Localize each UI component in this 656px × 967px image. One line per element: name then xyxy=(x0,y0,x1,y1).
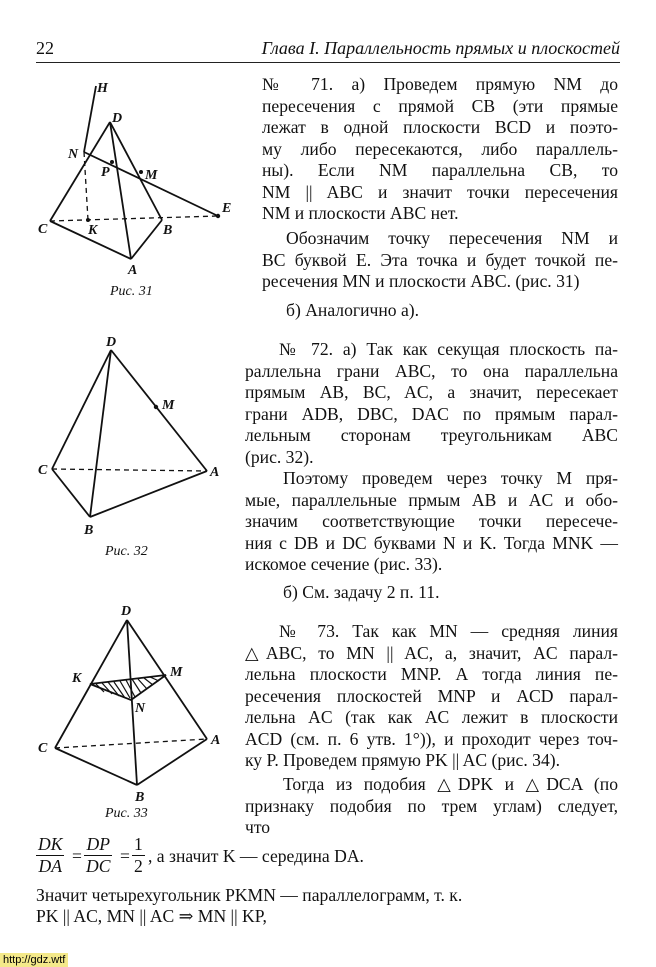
fig33-label-k: K xyxy=(72,671,82,686)
fraction-num-2: DP xyxy=(84,834,112,856)
problem-73-text xyxy=(245,621,618,772)
fig33-label-m: M xyxy=(170,665,183,680)
chapter-title: Глава I. Параллельность прямых и плоскостей xyxy=(261,38,620,58)
problem-71-text xyxy=(262,74,618,225)
p71b-line-3: ресечения MN и плоскости ABC. (рис. 31) xyxy=(262,271,580,291)
p71a-line-2: пересечения с прямой CB (эти прямые xyxy=(262,95,618,116)
p72b-line-4: ния с DB и DC буквами N и K. Тогда MNK — xyxy=(245,532,618,553)
equals-1: = xyxy=(72,846,82,866)
p73a-line-2: △ABC, то MN || AC, а, значит, AC парал- xyxy=(245,642,618,663)
fig32-label-m: M xyxy=(162,398,175,413)
fig33-label-b: B xyxy=(135,790,145,805)
p73b-line-2: признаку подобия по трем углам) следует, xyxy=(245,795,618,816)
p71a-line-5: ны). Если NM параллельна CB, то xyxy=(262,160,618,180)
fig31-caption: Рис. 31 xyxy=(110,284,153,299)
p72b-line-3: значим соответствующие точки пересече- xyxy=(245,511,618,531)
fraction-den-2: DC xyxy=(86,856,111,876)
problem-73-text-2 xyxy=(245,774,618,839)
fig31-label-e: E xyxy=(222,201,232,216)
fig32-caption: Рис. 32 xyxy=(105,544,148,559)
p72a-line-3: прямым AB, BC, AC, а значит, пересекает xyxy=(245,382,618,402)
p73a-line-5: лельна AC (так как AC лежит в плоскости xyxy=(245,707,618,727)
problem-72-text-2 xyxy=(245,468,618,576)
fraction-den-3: 2 xyxy=(134,856,143,876)
fig33-edge-ba xyxy=(137,739,207,785)
fig33-label-d: D xyxy=(121,604,132,619)
p71a-line-6: NM || ABC и значит точки пересечения xyxy=(262,181,618,202)
problem-72-text xyxy=(245,339,618,468)
p71b-line-1: Обозначим точку пересечения NM и xyxy=(286,228,618,248)
fraction-den-1: DA xyxy=(38,856,62,876)
p73a-line-7: ку P. Проведем прямую PK || AC (рис. 34). xyxy=(245,750,561,770)
fig32-label-a: A xyxy=(210,465,220,480)
page-number: 22 xyxy=(36,38,54,58)
p72b-line-1: Поэтому проведем через точку M пря- xyxy=(283,468,618,488)
fig32-label-c: C xyxy=(38,463,48,478)
watermark-url[interactable]: http://gdz.wtf xyxy=(0,953,68,967)
p72b-line-2: мые, параллельные прмым AB и AC и обо- xyxy=(245,489,618,510)
fig31-label-d: D xyxy=(112,111,123,126)
fig33-label-n: N xyxy=(135,701,146,716)
p73a-line-1: № 73. Так как MN — средняя линия xyxy=(279,621,618,641)
fig33-label-a: A xyxy=(211,733,221,748)
p72a-line-4: грани ADB, DBC, DAC по прямым парал- xyxy=(245,403,618,424)
fig31-label-m: M xyxy=(145,168,158,183)
p73b-line-3: что xyxy=(245,817,271,837)
fig32-label-b: B xyxy=(84,523,94,538)
fig32-label-d: D xyxy=(106,335,117,350)
fig31-label-p: P xyxy=(101,165,110,180)
fig33-edge-cb xyxy=(55,748,137,785)
fraction-dp-dc xyxy=(84,834,112,877)
fig31-label-a: A xyxy=(128,263,138,278)
p72a-line-5: лельным сторонам треугольникам ABC xyxy=(245,425,618,445)
p73b-line-1: Тогда из подобия △DPK и △DCA (по xyxy=(283,774,618,794)
final-line-1: Значит четырехугольник PKMN — параллелограмм, т. к. xyxy=(36,885,463,905)
p71a-line-4: му либо пересекаются, либо параллель- xyxy=(262,138,618,159)
p73a-line-6: ACD (см. п. 6 утв. 1°)), и проходит через точ- xyxy=(245,728,618,749)
p71a-line-7: NM и плоскости ABC нет. xyxy=(262,203,459,223)
p71b-line-2: BC буквой E. Эта точка и будет точкой пе- xyxy=(262,249,618,270)
equals-2: = xyxy=(120,846,130,866)
fig33-caption: Рис. 33 xyxy=(105,806,148,821)
fraction-half xyxy=(132,834,145,877)
p72a-line-2: раллельна грани ABC, то она параллельна xyxy=(245,360,618,381)
p73a-line-4: ресечения плоскостей MNP и ACD парал- xyxy=(245,685,618,706)
fig31-label-n: N xyxy=(68,147,79,162)
p72a-line-6: (рис. 32). xyxy=(245,446,314,467)
p72a-line-1: № 72. а) Так как секущая плоскость па- xyxy=(279,339,618,359)
p72b-line-5: искомое сечение (рис. 33). xyxy=(245,554,443,574)
fraction-dk-da xyxy=(36,834,64,877)
problem-71-part-b: б) Аналогично а). xyxy=(286,300,420,320)
fraction-num-3: 1 xyxy=(134,834,143,854)
p71a-line-1: № 71. а) Проведем прямую NM до xyxy=(262,74,618,94)
fig31-label-b: B xyxy=(163,223,173,238)
fig31-label-c: C xyxy=(38,222,48,237)
fig31-label-h: H xyxy=(97,81,108,96)
p71a-line-3: лежат в одной плоскости BCD и поэто- xyxy=(262,117,618,137)
problem-72-part-b: б) См. задачу 2 п. 11. xyxy=(283,582,440,602)
fig33-label-c: C xyxy=(38,741,48,756)
fig31-label-k: K xyxy=(88,223,98,238)
fig33-edge-ca-hidden xyxy=(55,739,207,748)
p73a-line-3: лельна плоскости MNP. А тогда линия пе- xyxy=(245,664,618,684)
fraction-tail: , а значит K — середина DA. xyxy=(148,846,364,866)
problem-71-text-2 xyxy=(262,228,618,293)
fraction-num-1: DK xyxy=(38,834,63,854)
final-line-2: PK || AC, MN || AC ⇒ MN || KP, xyxy=(36,906,267,926)
